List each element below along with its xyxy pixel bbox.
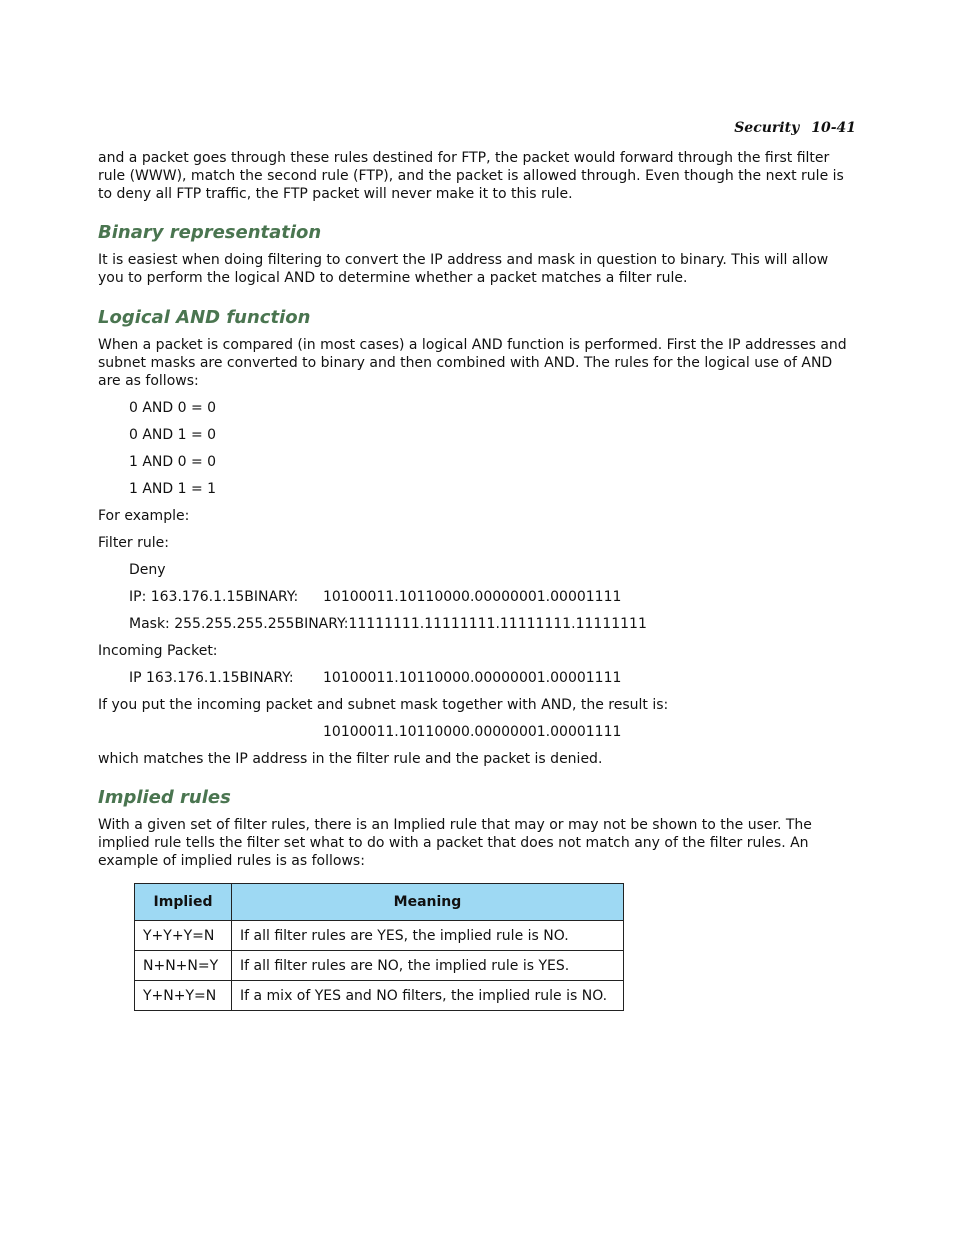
conclusion-text: which matches the IP address in the filter rule and the packet is denied. [98,751,603,768]
filter-ip-line [98,588,856,606]
table-row [135,951,624,981]
table-row [135,921,624,951]
heading-implied-rules: Implied rules [98,787,231,809]
column-header-meaning: Meaning [232,884,624,921]
running-header [734,120,856,136]
table-cell-implied: Y+N+Y=N [135,981,232,1011]
header-page-number: 10-41 [811,120,856,136]
and-rule-1: 0 AND 0 = 0 [129,400,217,417]
and-rule-4: 1 AND 1 = 1 [129,481,217,498]
incoming-ip-label: IP 163.176.1.15BINARY: [129,670,294,687]
result-intro: If you put the incoming packet and subnet mask together with AND, the result is: [98,697,669,714]
table-row [135,981,624,1011]
table-header-row [135,884,624,921]
filter-ip-binary: 10100011.10110000.00000001.00001111 [323,589,622,606]
table-cell-meaning: If all filter rules are NO, the implied rule is YES. [232,951,624,981]
binary-paragraph: It is easiest when doing filtering to convert the IP address and mask in question to binary. This will allow you to perform the logical AND to determine whether a packet matches a filter rule. [98,252,829,287]
incoming-packet-label: Incoming Packet: [98,643,218,660]
incoming-ip-line [98,669,856,687]
main-content [98,150,856,871]
and-rule-3: 1 AND 0 = 0 [129,454,217,471]
heading-logical-and: Logical AND function [98,306,311,328]
column-header-implied: Implied [135,884,232,921]
incoming-ip-binary: 10100011.10110000.00000001.00001111 [323,670,622,687]
header-section: Security [734,120,800,136]
result-binary: 10100011.10110000.00000001.00001111 [323,724,622,741]
filter-mask-line: Mask: 255.255.255.255BINARY:11111111.11111111.11111111.11111111 [129,616,647,633]
logical-and-paragraph: When a packet is compared (in most cases) a logical AND function is performed. First the IP addresses and subnet masks are converted to binary and then combined with AND. The rules for the logical use of AND are as follows: [98,336,847,389]
heading-binary-representation: Binary representation [98,222,322,244]
table-cell-meaning: If all filter rules are YES, the implied rule is NO. [232,921,624,951]
table-cell-implied: Y+Y+Y=N [135,921,232,951]
filter-ip-label: IP: 163.176.1.15BINARY: [129,589,299,606]
intro-paragraph: and a packet goes through these rules destined for FTP, the packet would forward through the first filter rule (WWW), match the second rule (FTP), and the packet is allowed through. Even though the next rule is to deny all FTP traffic, the FTP packet will never make it to this rule. [98,150,844,202]
implied-paragraph: With a given set of filter rules, there is an Implied rule that may or may not be shown to the user. The implied rule tells the filter set what to do with a packet that does not match any of the filter rules. An example of implied rules is as follows: [98,817,812,869]
table-cell-meaning: If a mix of YES and NO filters, the implied rule is NO. [232,981,624,1011]
filter-rule-label: Filter rule: [98,535,169,552]
for-example-label: For example: [98,508,190,525]
implied-rules-table [134,883,624,1011]
and-rule-2: 0 AND 1 = 0 [129,427,217,444]
deny-label: Deny [129,562,166,579]
table-cell-implied: N+N+N=Y [135,951,232,981]
